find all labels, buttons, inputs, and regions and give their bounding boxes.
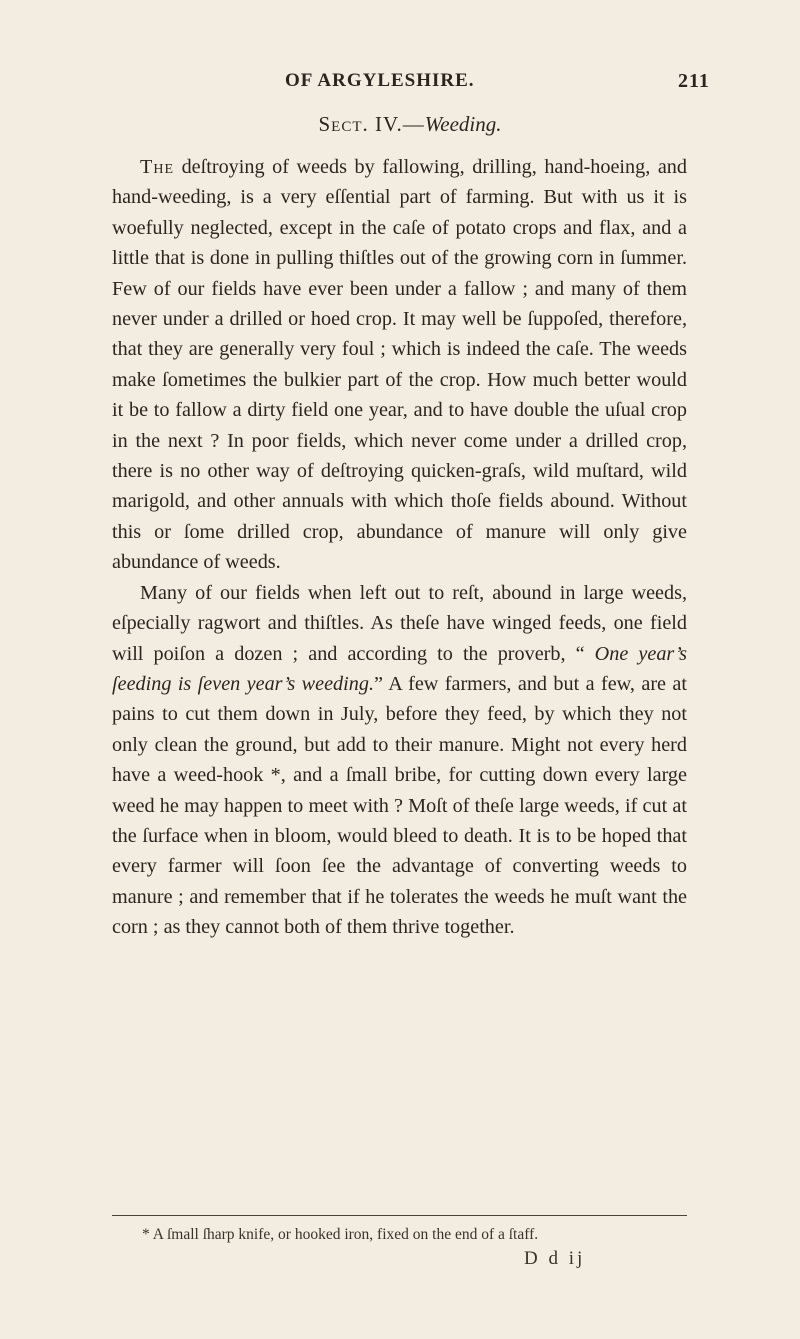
paragraph-2 [112,578,687,943]
section-heading [0,112,800,137]
body-text [112,152,687,943]
section-label: Sect. IV.— [318,112,425,136]
paragraph-1-first-word: The [140,156,174,178]
proverb-quote: One year’s ſeeding is ſeven year’s weeding. [112,642,687,695]
signature-mark: D d ij [524,1248,586,1269]
paragraph-2-text-before: Many of our fields when left out to reſt, abound in large weeds, eſpecially ragwort and thiſtles. As theſe have winged feeds, one field will poiſon a dozen ; and according to the proverb, “ [112,581,687,665]
section-title: Weeding. [424,112,502,136]
paragraph-1 [112,152,687,578]
footnote: * A ſmall ſharp knife, or hooked iron, fixed on the end of a ſtaff. [142,1226,539,1243]
footnote-divider [112,1215,687,1216]
paragraph-2-text-after: ” A few farmers, and but a few, are at pains to cut them down in July, before they feed, by which they not only clean the ground, but add to their manure. Might not every herd have a weed-hook *, and a ſmall bribe, for cutting down every large weed he may happen to meet with ? Moſt of theſe large weeds, if cut at the ſurface when in bloom, would bleed to death. It is to be hoped that every farmer will ſoon ſee the advantage of converting weeds to manure ; and remember that if he tolerates the weeds he muſt want the corn ; as they cannot both of them thrive together. [112,672,687,939]
paragraph-1-text: deſtroying of weeds by fallowing, drilling, hand-hoeing, and hand-weeding, is a very eſſential part of farming. But with us it is woefully neglected, except in the caſe of potato crops and flax, and a little that is done in pulling thiſtles out of the growing corn in ſummer. Few of our fields have ever been under a fallow ; and many of them never under a drilled or hoed crop. It may well be ſuppoſed, therefore, that they are generally very foul ; which is indeed the caſe. The weeds make ſometimes the bulkier part of the crop. How much better would it be to fallow a dirty field one year, and to have double the uſual crop in the next ? In poor fields, which never come under a drilled crop, there is no other way of deſtroying quicken-graſs, wild muſtard, wild marigold, and other annuals with which thoſe fields abound. Without this or ſome drilled crop, abundance of manure will only give abundance of weeds. [112,156,687,574]
running-title: OF ARGYLESHIRE. [285,70,475,91]
page-number: 211 [678,70,710,92]
